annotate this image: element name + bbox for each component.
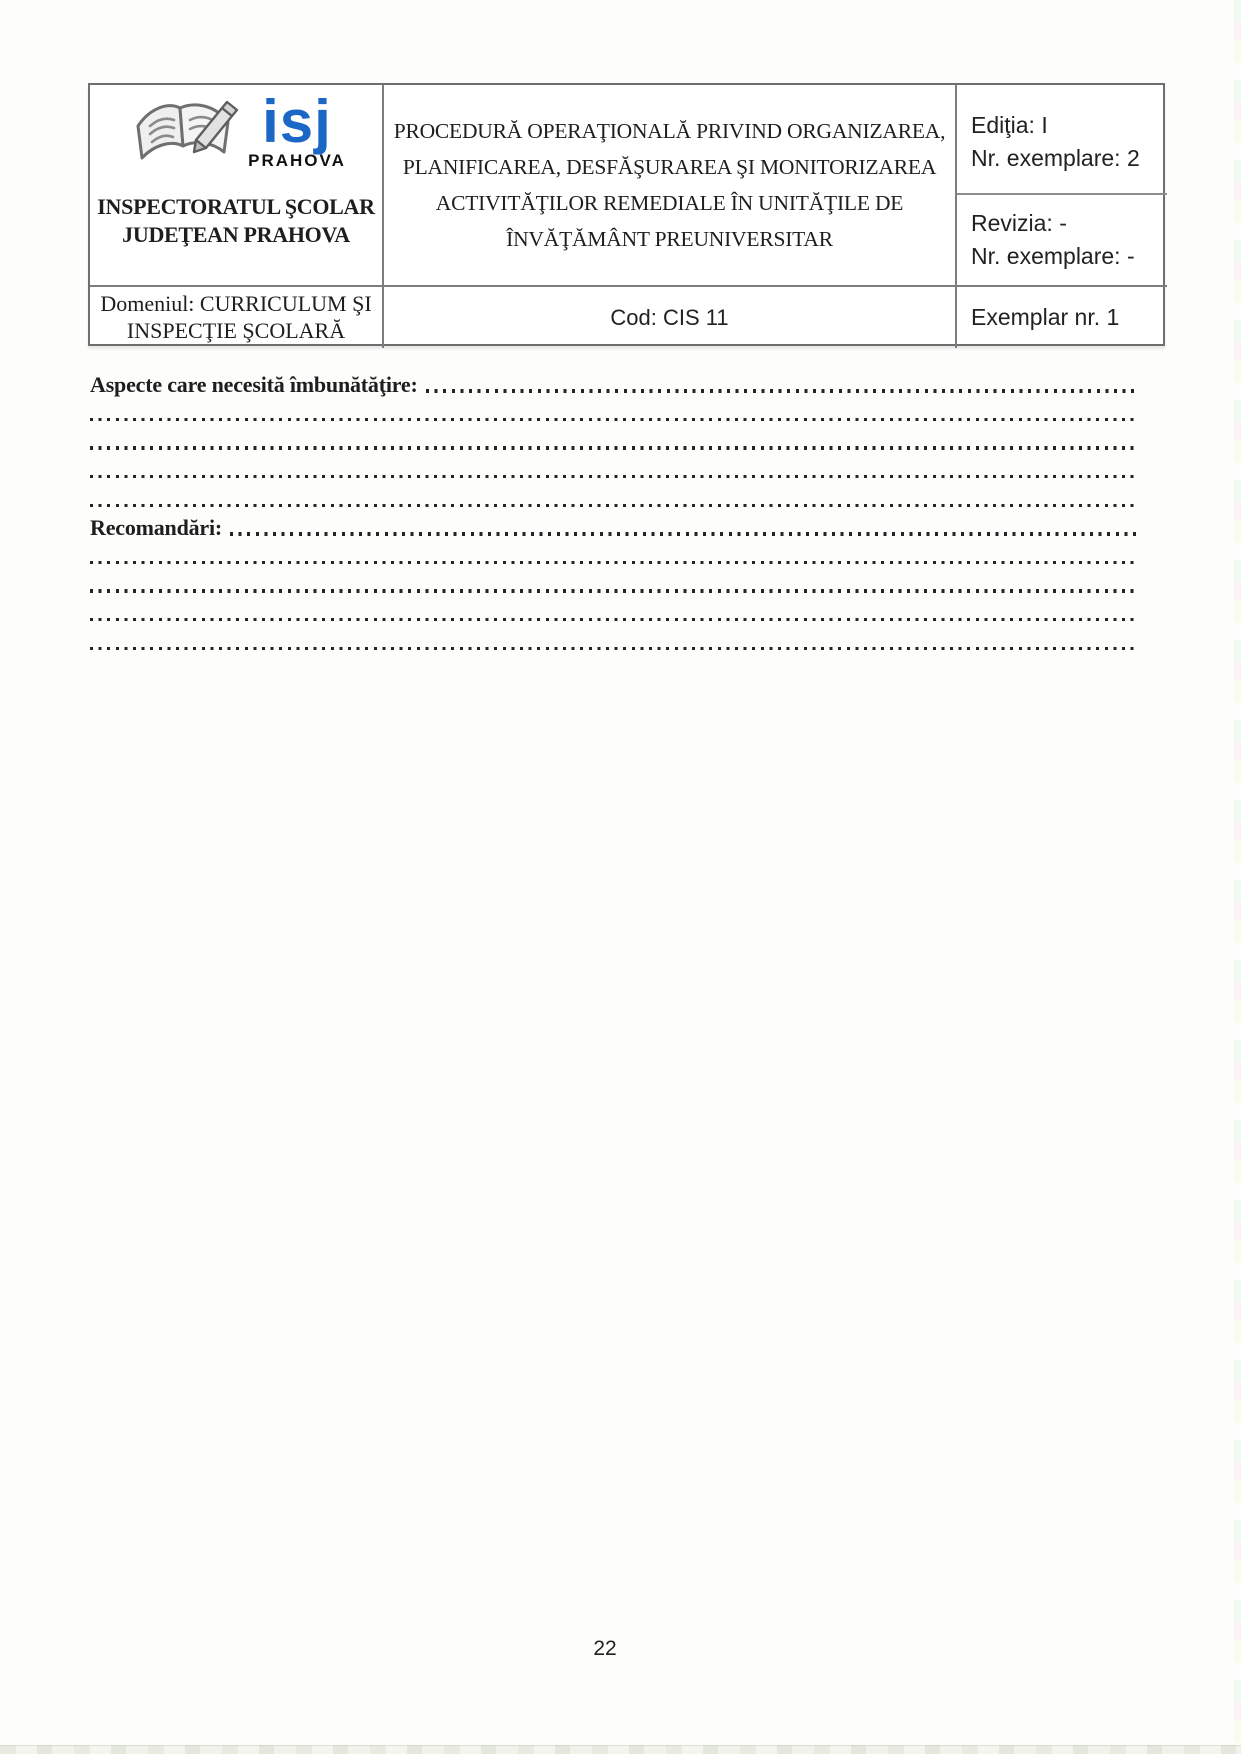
domain-line2: INSPECŢIE ŞCOLARĂ [126,318,346,343]
title-line: ÎNVĂŢĂMÂNT PREUNIVERSITAR [506,227,833,251]
edition-cell [957,85,1167,195]
logo-row [90,88,382,177]
dotted-blank-line [90,626,1136,655]
org-region: PRAHOVA [248,151,346,170]
revision-cell [957,195,1167,287]
document-title [384,85,957,287]
dotted-blank-line [90,483,1136,512]
domain-cell [90,287,384,348]
dotted-fill-line [90,647,1136,650]
dotted-blank-line [90,455,1136,484]
org-name-line1: INSPECTORATUL ŞCOLAR [97,194,375,219]
dotted-fill-line [90,475,1136,478]
logo-text-block [248,88,346,171]
dotted-blank-line [90,398,1136,427]
logo-cell [90,85,384,287]
org-name-line2: JUDEŢEAN PRAHOVA [122,222,350,247]
dotted-blank-line [90,598,1136,627]
dotted-blank-line [90,541,1136,570]
edition-value: Ediţia: I [971,112,1048,138]
improvement-heading-line [90,369,1136,398]
improvement-label: Aspecte care necesită îmbunătăţire: [90,371,418,397]
title-line: PROCEDURĂ OPERAŢIONALĂ PRIVIND ORGANIZAREA, [393,119,946,143]
scan-edge-right [1234,0,1241,1754]
copy-value: Exemplar nr. 1 [971,304,1120,330]
revision-value: Revizia: - [971,210,1067,236]
dotted-fill-line [90,561,1136,564]
dotted-fill-line [90,504,1136,507]
body-section [90,369,1136,655]
dotted-blank-line [90,426,1136,455]
dotted-fill-line [230,532,1136,535]
domain-line1: Domeniul: CURRICULUM ŞI [100,291,372,316]
org-acronym: isj [262,88,332,155]
dotted-fill-line [90,418,1136,421]
org-name [90,193,382,249]
dotted-fill-line [90,446,1136,449]
edition-copies: Nr. exemplare: 2 [971,145,1140,171]
title-line: PLANIFICAREA, DESFĂŞURAREA ŞI MONITORIZAREA [402,155,937,179]
dotted-fill-line [90,589,1136,592]
header-table [88,83,1165,346]
recommendations-heading-line [90,512,1136,541]
code-cell [384,287,957,348]
code-value: Cod: CIS 11 [610,304,729,330]
title-line: ACTIVITĂŢILOR REMEDIALE ÎN UNITĂŢILE DE [435,191,904,215]
dotted-fill-line [90,618,1136,621]
recommendations-label: Recomandări: [90,514,223,540]
page-number: 22 [593,1637,617,1660]
dotted-blank-line [90,569,1136,598]
open-book-pencil-icon [126,92,242,177]
revision-copies: Nr. exemplare: - [971,243,1135,269]
copy-cell [957,287,1167,348]
scan-edge-bottom [0,1745,1241,1754]
dotted-fill-line [426,389,1136,392]
